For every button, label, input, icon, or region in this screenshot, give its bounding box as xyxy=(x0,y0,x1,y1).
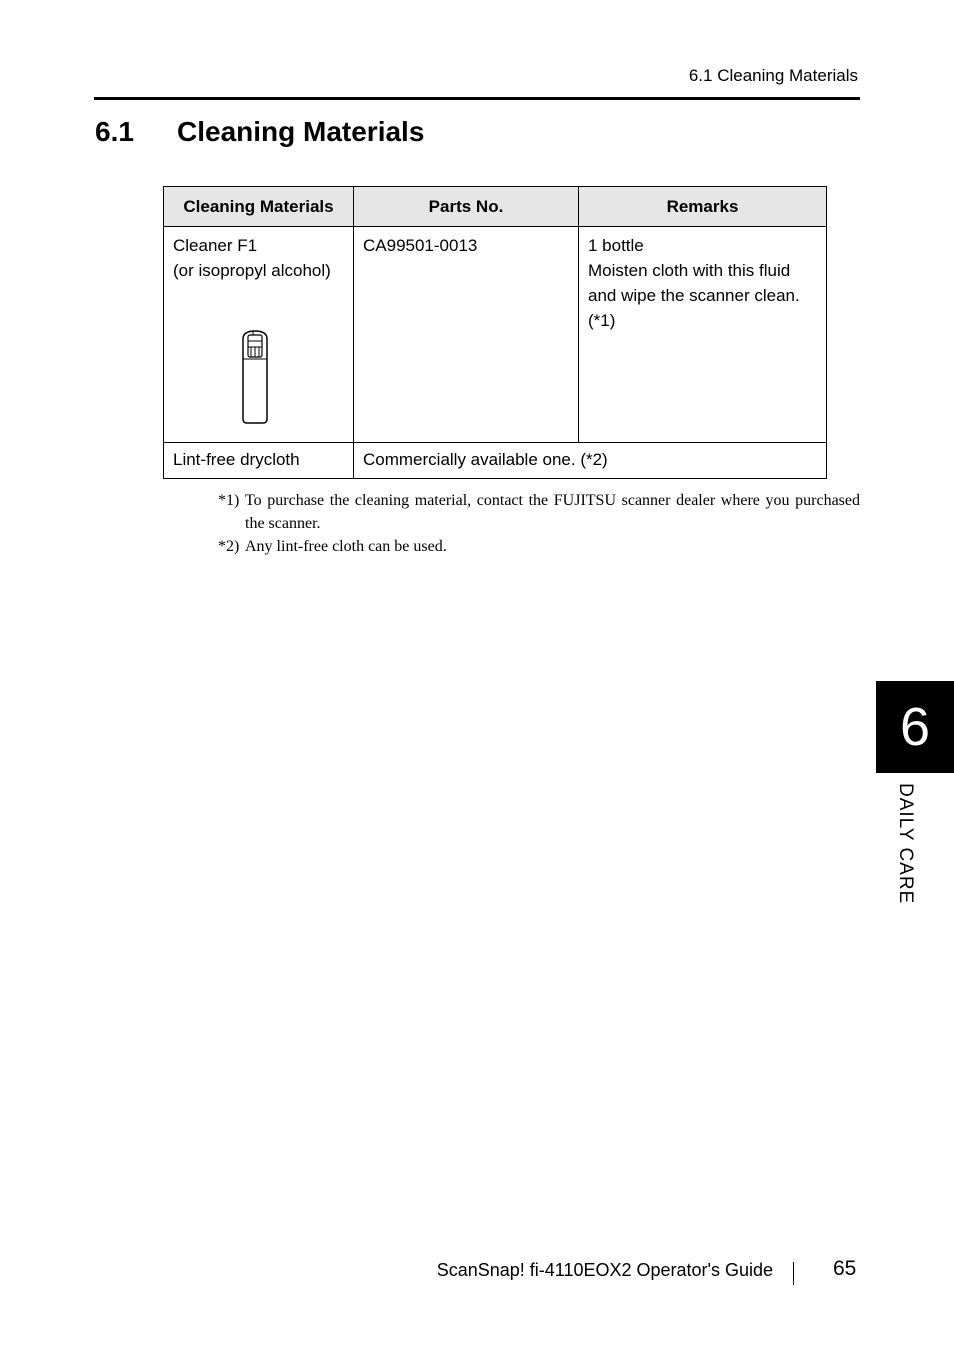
footnote-text: Any lint-free cloth can be used. xyxy=(245,538,447,555)
table-header-row xyxy=(164,187,827,227)
running-header: 6.1 Cleaning Materials xyxy=(688,66,858,85)
remarks-line: (*1) xyxy=(588,311,616,330)
header-rule xyxy=(94,97,860,100)
footnote-mark: *2) xyxy=(218,538,240,555)
table-row xyxy=(164,443,827,479)
footnotes xyxy=(218,489,860,558)
cleaning-materials-table xyxy=(163,186,827,479)
chapter-label: DAILY CARE xyxy=(895,783,916,905)
footnote-text: To purchase the cleaning material, contact the FUJITSU scanner dealer where you purchased the scanner. xyxy=(245,492,860,532)
part-number-cell: CA99501-0013 xyxy=(354,227,579,443)
remarks-cell xyxy=(579,227,827,443)
cleaner-bottle-icon xyxy=(239,327,271,425)
remarks-line: and wipe the scanner clean. xyxy=(588,286,800,305)
table-row xyxy=(164,227,827,443)
chapter-tab: 6 xyxy=(876,681,954,773)
column-header-remarks: Remarks xyxy=(579,187,827,227)
footer-guide-title: ScanSnap! fi-4110EOX2 Operator's Guide xyxy=(436,1260,773,1280)
footer-divider xyxy=(793,1262,794,1285)
footnote-mark: *1) xyxy=(218,492,240,509)
material-cell xyxy=(164,227,354,443)
availability-note-cell: Commercially available one. (*2) xyxy=(354,443,827,479)
remarks-line: 1 bottle xyxy=(588,236,644,255)
section-title xyxy=(95,116,424,148)
material-alternative: (or isopropyl alcohol) xyxy=(173,261,331,280)
page-number: 65 xyxy=(833,1257,857,1280)
material-name: Cleaner F1 xyxy=(173,236,258,255)
footnote xyxy=(218,535,860,558)
section-number: 6.1 xyxy=(95,116,134,147)
remarks-line: Moisten cloth with this fluid xyxy=(588,261,791,280)
column-header-parts-no: Parts No. xyxy=(354,187,579,227)
section-title-text: Cleaning Materials xyxy=(177,116,425,147)
material-cell: Lint-free drycloth xyxy=(164,443,354,479)
column-header-materials: Cleaning Materials xyxy=(164,187,354,227)
footnote xyxy=(218,489,860,535)
